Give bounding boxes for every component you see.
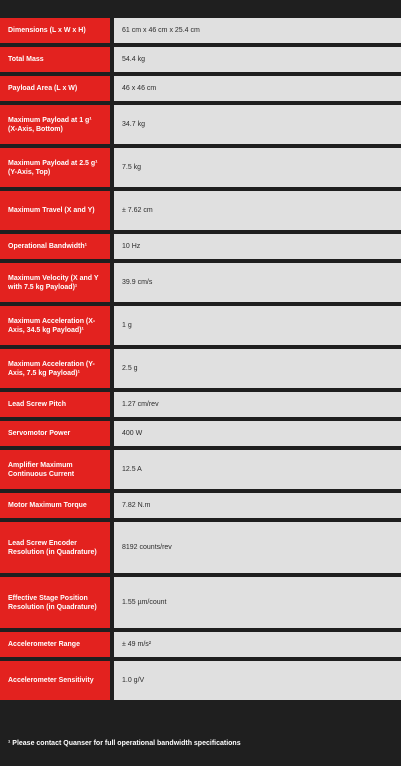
spec-row-stage-position-resolution	[0, 577, 401, 628]
spec-value: 2.5 g	[114, 349, 401, 388]
spec-label: Lead Screw Pitch	[0, 392, 110, 417]
spec-label: Maximum Velocity (X and Y with 7.5 kg Payload)¹	[0, 263, 110, 302]
spec-row-max-acceleration-y	[0, 349, 401, 388]
spec-value: 61 cm x 46 cm x 25.4 cm	[114, 18, 401, 43]
spec-row-max-payload-y	[0, 148, 401, 187]
spec-value: 7.5 kg	[114, 148, 401, 187]
spec-row-accelerometer-sensitivity	[0, 661, 401, 700]
spec-row-amplifier-current	[0, 450, 401, 489]
spec-row-max-travel	[0, 191, 401, 230]
spec-row-payload-area	[0, 76, 401, 101]
spec-value: 1 g	[114, 306, 401, 345]
spec-value: ± 49 m/s²	[114, 632, 401, 657]
spec-label: Maximum Payload at 1 g¹ (X-Axis, Bottom)	[0, 105, 110, 144]
spec-value: 10 Hz	[114, 234, 401, 259]
spec-row-max-acceleration-x	[0, 306, 401, 345]
spec-row-motor-torque	[0, 493, 401, 518]
spec-label: Operational Bandwidth¹	[0, 234, 110, 259]
spec-label: Motor Maximum Torque	[0, 493, 110, 518]
spec-label: Servomotor Power	[0, 421, 110, 446]
spec-value: ± 7.62 cm	[114, 191, 401, 230]
spec-value: 8192 counts/rev	[114, 522, 401, 573]
spec-value: 1.55 µm/count	[114, 577, 401, 628]
spec-label: Maximum Acceleration (Y-Axis, 7.5 kg Payload)¹	[0, 349, 110, 388]
spec-value: 400 W	[114, 421, 401, 446]
spec-label: Maximum Travel (X and Y)	[0, 191, 110, 230]
spec-value: 1.27 cm/rev	[114, 392, 401, 417]
spec-value: 12.5 A	[114, 450, 401, 489]
spec-row-servomotor-power	[0, 421, 401, 446]
spec-row-accelerometer-range	[0, 632, 401, 657]
spec-label: Payload Area (L x W)	[0, 76, 110, 101]
spec-value: 7.82 N.m	[114, 493, 401, 518]
spec-label: Accelerometer Sensitivity	[0, 661, 110, 700]
spec-row-total-mass	[0, 47, 401, 72]
footnote: ¹ Please contact Quanser for full operational bandwidth specifications	[8, 740, 241, 747]
spec-label: Maximum Payload at 2.5 g¹ (Y-Axis, Top)	[0, 148, 110, 187]
spec-label: Lead Screw Encoder Resolution (in Quadrature)	[0, 522, 110, 573]
spec-row-encoder-resolution	[0, 522, 401, 573]
spec-row-max-velocity	[0, 263, 401, 302]
spec-value: 46 x 46 cm	[114, 76, 401, 101]
spec-label: Effective Stage Position Resolution (in Quadrature)	[0, 577, 110, 628]
spec-row-operational-bandwidth	[0, 234, 401, 259]
spec-row-lead-screw-pitch	[0, 392, 401, 417]
spec-row-max-payload-x	[0, 105, 401, 144]
spec-label: Maximum Acceleration (X-Axis, 34.5 kg Payload)¹	[0, 306, 110, 345]
spec-value: 39.9 cm/s	[114, 263, 401, 302]
spec-label: Amplifier Maximum Continuous Current	[0, 450, 110, 489]
spec-label: Dimensions (L x W x H)	[0, 18, 110, 43]
spec-value: 1.0 g/V	[114, 661, 401, 700]
spec-label: Total Mass	[0, 47, 110, 72]
spec-row-dimensions	[0, 18, 401, 43]
spec-rows	[0, 18, 401, 704]
spec-value: 34.7 kg	[114, 105, 401, 144]
spec-label: Accelerometer Range	[0, 632, 110, 657]
spec-value: 54.4 kg	[114, 47, 401, 72]
